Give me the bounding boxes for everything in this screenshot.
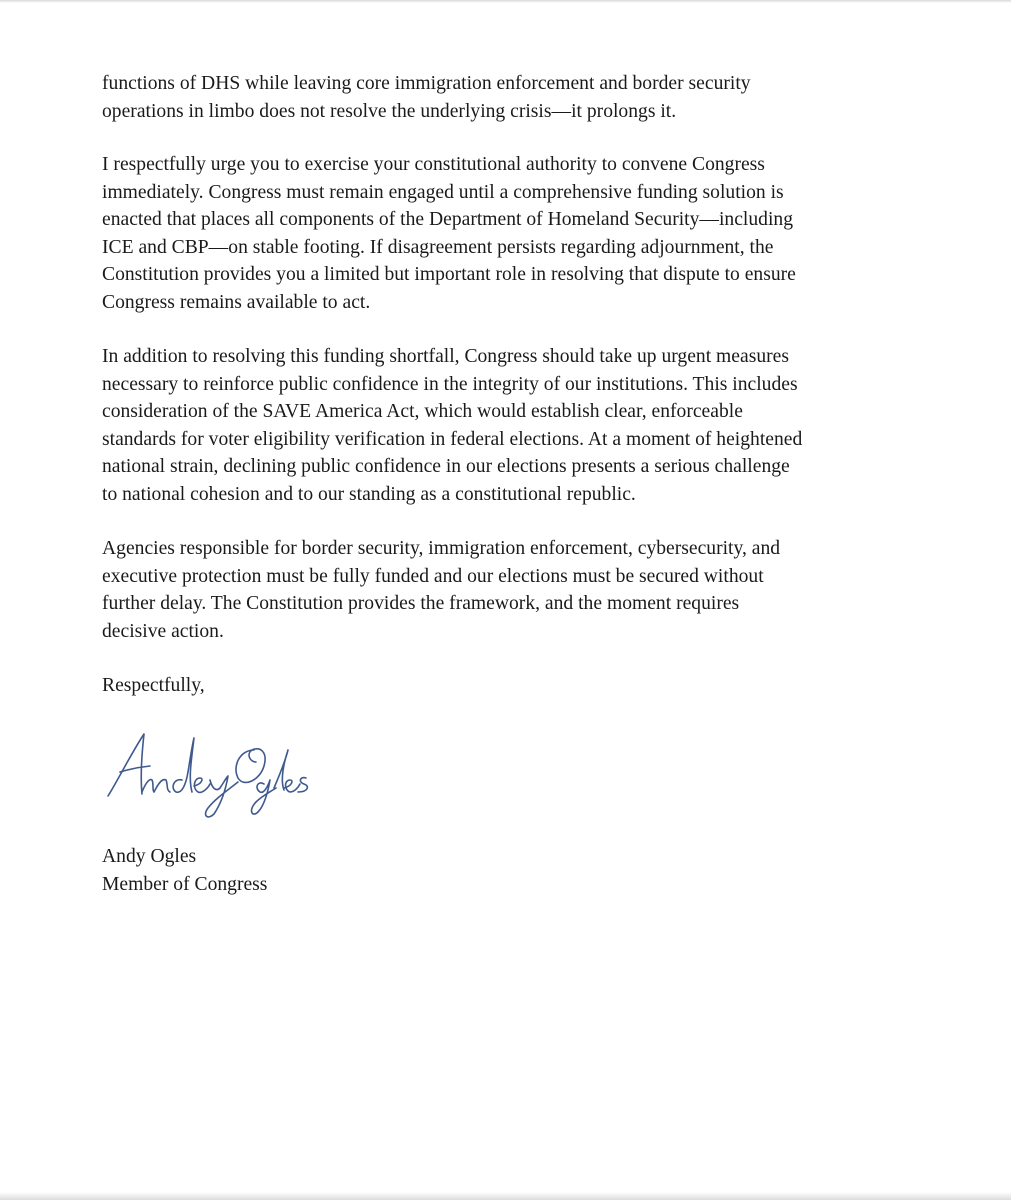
paragraph-line: Constitution provides you a limited but important role in resolving that dispute to ensure: [102, 264, 796, 285]
paragraph-line: necessary to reinforce public confidence in the integrity of our institutions. This includes: [102, 373, 798, 395]
paragraph-line: Congress remains available to act.: [102, 291, 371, 313]
signer-name: Andy Ogles: [102, 846, 197, 867]
signer-title: Member of Congress: [102, 873, 268, 895]
paragraph-line: executive protection must be fully funded and our elections must be secured without: [102, 565, 764, 587]
paragraph-line: national strain, declining public confidence in our elections presents a serious challenge: [102, 456, 790, 477]
paragraph-4: [102, 535, 780, 645]
closing-salutation: Respectfully,: [102, 675, 205, 696]
paragraph-line: enacted that places all components of the Department of Homeland Security—including: [102, 209, 794, 230]
paragraph-line: decisive action.: [102, 620, 224, 642]
paragraph-line: standards for voter eligibility verification in federal elections. At a moment of heightened: [102, 428, 803, 450]
paragraph-line: Agencies responsible for border security, immigration enforcement, cybersecurity, and: [102, 538, 781, 559]
paragraph-line: operations in limbo does not resolve the underlying crisis—it prolongs it.: [102, 100, 677, 122]
paragraph-line: In addition to resolving this funding shortfall, Congress should take up urgent measures: [102, 346, 789, 367]
page-top-edge: [0, 0, 1011, 3]
paragraph-line: immediately. Congress must remain engaged until a comprehensive funding solution is: [102, 181, 784, 203]
page-bottom-edge: [0, 1192, 1011, 1200]
paragraph-1: [102, 70, 751, 125]
paragraph-line: I respectfully urge you to exercise your constitutional authority to convene Congress: [102, 154, 765, 175]
handwritten-signature: [104, 722, 314, 822]
paragraph-line: ICE and CBP—on stable footing. If disagreement persists regarding adjournment, the: [102, 236, 774, 258]
paragraph-line: to national cohesion and to our standing as a constitutional republic.: [102, 483, 636, 505]
paragraph-3: [102, 343, 802, 508]
paragraph-2: [102, 151, 796, 316]
paragraph-line: consideration of the SAVE America Act, which would establish clear, enforceable: [102, 401, 743, 422]
signature-block: [102, 843, 267, 898]
paragraph-line: further delay. The Constitution provides the framework, and the moment requires: [102, 593, 740, 614]
paragraph-line: functions of DHS while leaving core immigration enforcement and border security: [102, 73, 751, 94]
